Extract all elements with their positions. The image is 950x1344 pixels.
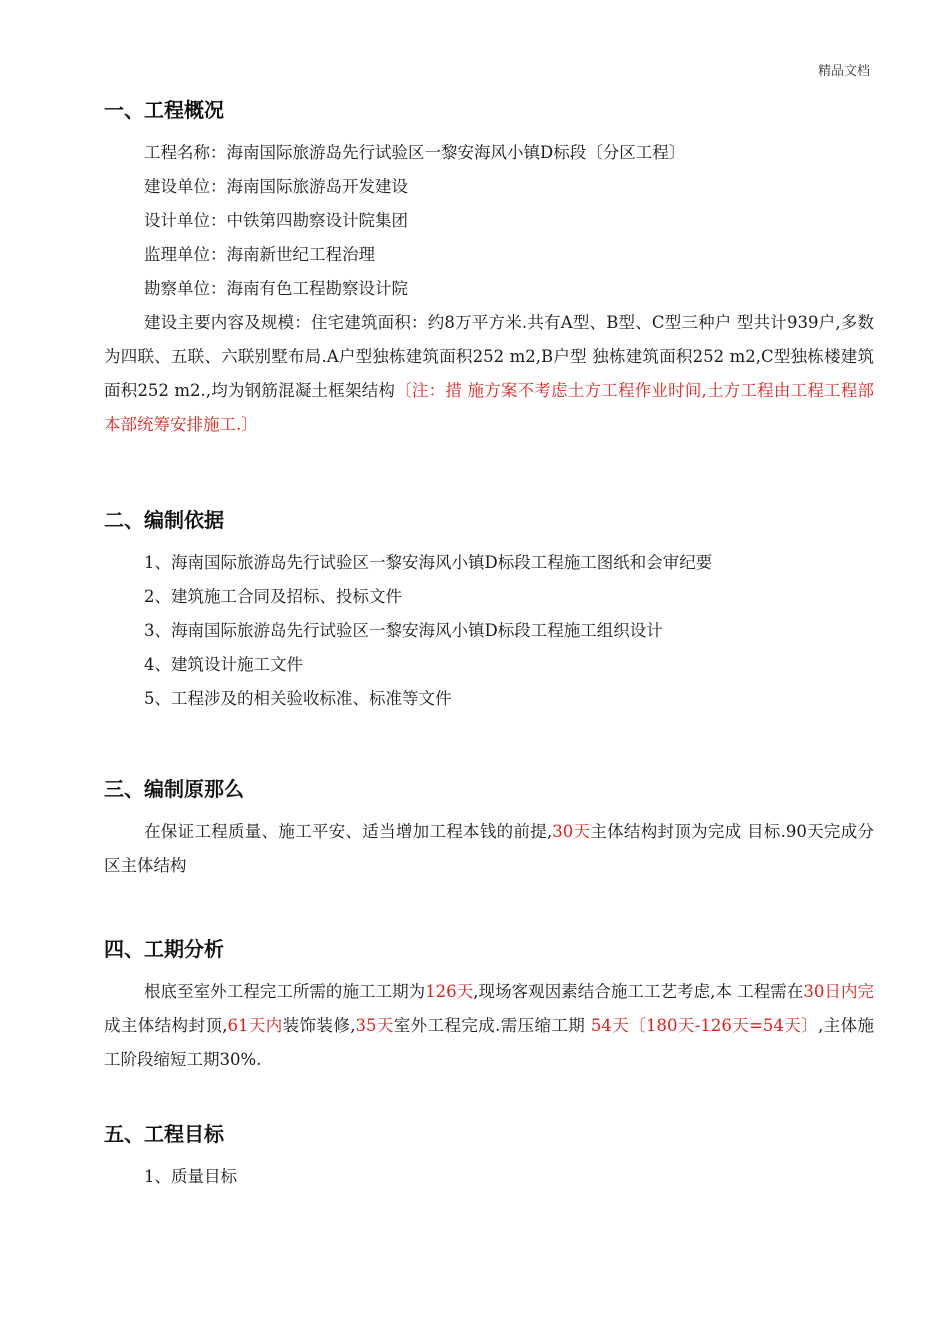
schedule-text: 根底至室外工程完工所需的施工工期为 (144, 982, 426, 1001)
header-mark: 精品文档 (817, 64, 870, 79)
principles-highlight: 30天 (552, 822, 591, 841)
schedule-text: 成主体结构封顶, (104, 1016, 228, 1035)
section-project-overview (104, 96, 874, 442)
principles-paragraph (104, 815, 874, 883)
basis-item: 3、海南国际旅游岛先行试验区一黎安海风小镇D标段工程施工组织设计 (144, 621, 663, 640)
principles-text-a: 在保证工程质量、施工平安、适当增加工程本钱的前提, (144, 822, 553, 841)
scale-note: 〔注：措 施方案不考虑土方工程作业时间,土方工程由工程工程部本部统筹安排施工.〕 (104, 381, 874, 434)
schedule-highlight: 35天 (355, 1016, 394, 1035)
schedule-text: ,主体施工阶段缩短工期30%. (104, 1016, 875, 1069)
section-project-goals (104, 1120, 874, 1194)
project-name-line: 工程名称：海南国际旅游岛先行试验区一黎安海风小镇D标段〔分区工程〕 (144, 143, 686, 162)
basis-item: 1、海南国际旅游岛先行试验区一黎安海风小镇D标段工程施工图纸和会审纪要 (144, 553, 713, 572)
supervisor-line: 监理单位：海南新世纪工程治理 (144, 245, 375, 264)
section-principles (104, 775, 874, 883)
section-title: 三、编制原那么 (104, 777, 244, 801)
designer-line: 设计单位：中铁第四勘察设计院集团 (144, 211, 408, 230)
builder-line: 建设单位：海南国际旅游岛开发建设 (144, 177, 408, 196)
principles-text-b: 主体结构封顶为完成 目标.90天完成分区主体结构 (104, 822, 874, 875)
section-title: 一、工程概况 (104, 98, 224, 122)
scale-text: 建设主要内容及规模：住宅建筑面积：约8万平方米.共有A型、B型、C型三种户 型共计939户,多数为四联、五联、六联别墅布局.A户型独栋建筑面积252 m2,B户型 独栋建筑面积252 m2,C型独栋楼建筑面积252 m2.,均为钢筋混凝土框架结构 (104, 313, 874, 400)
schedule-highlight: 126天 (425, 982, 474, 1001)
schedule-highlight: 61天内 (227, 1016, 283, 1035)
section-basis (104, 506, 874, 716)
basis-item: 5、工程涉及的相关验收标准、标准等文件 (144, 689, 452, 708)
schedule-text: 室外工程完成.需压缩工期 (393, 1016, 591, 1035)
surveyor-line: 勘察单位：海南有色工程勘察设计院 (144, 279, 408, 298)
schedule-paragraph (104, 975, 874, 1077)
section-title: 二、编制依据 (104, 508, 224, 532)
scale-paragraph (104, 306, 874, 442)
schedule-highlight: 30日内完 (803, 982, 875, 1001)
section-title: 五、工程目标 (104, 1122, 224, 1146)
goal-item: 1、质量目标 (144, 1167, 237, 1186)
schedule-text: 装饰装修, (282, 1016, 356, 1035)
section-schedule-analysis (104, 935, 874, 1077)
section-title: 四、工期分析 (104, 937, 224, 961)
basis-item: 2、建筑施工合同及招标、投标文件 (144, 587, 402, 606)
basis-item: 4、建筑设计施工文件 (144, 655, 303, 674)
schedule-highlight: 54天〔180天-126天=54天〕 (590, 1016, 819, 1035)
schedule-text: ,现场客观因素结合施工工艺考虑,本 工程需在 (473, 982, 804, 1001)
